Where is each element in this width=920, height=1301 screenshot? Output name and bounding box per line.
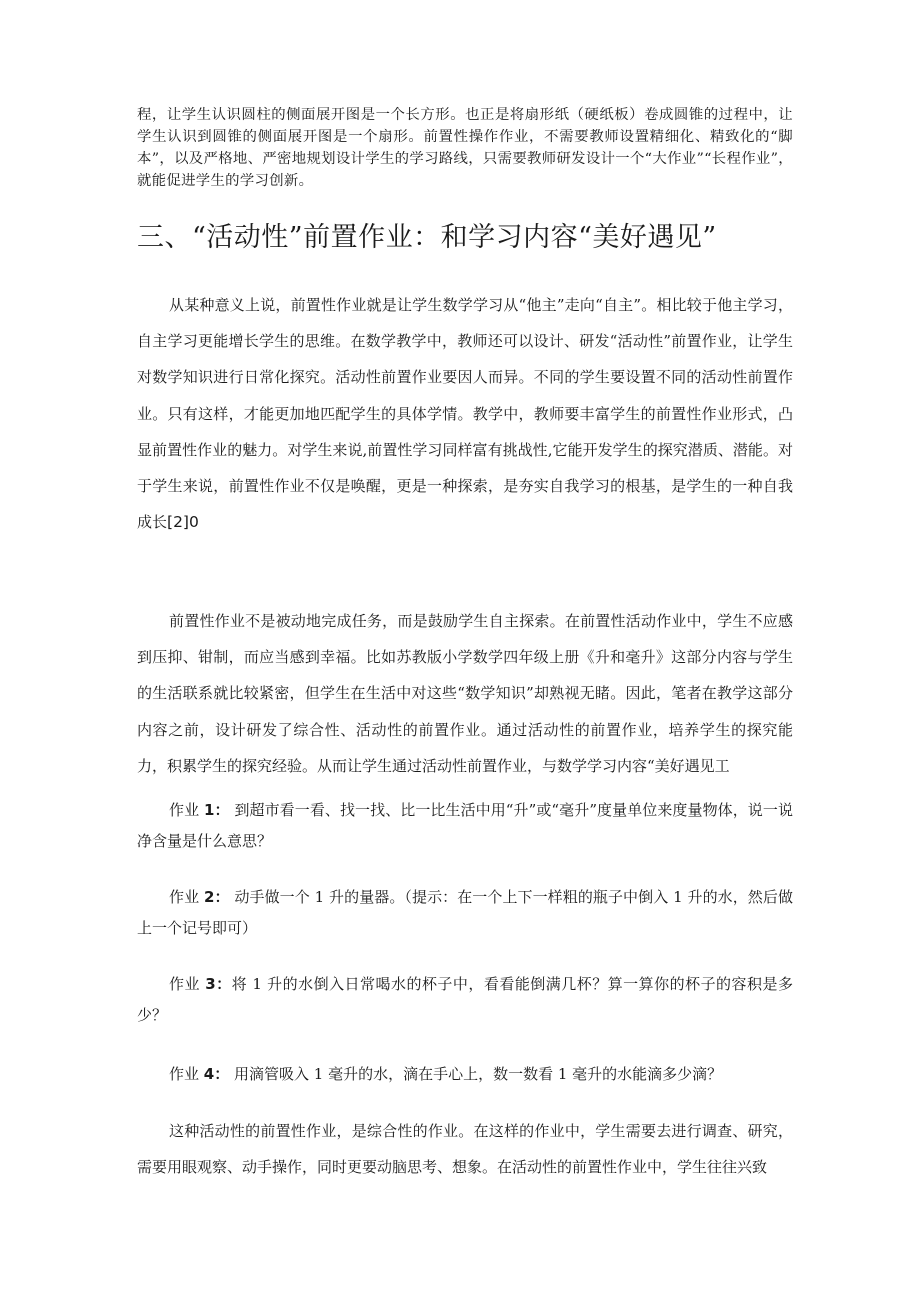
homework-label: 作业 — [169, 888, 200, 906]
homework-text: 到超市看一看、找一找、比一比生活中用“升”或“毫升”度量单位来度量物体，说一说净含量是什么意思？ — [137, 801, 793, 850]
homework-text: 将 1 升的水倒入日常喝水的杯子中，看看能倒满几杯？算一算你的杯子的容积是多少？ — [137, 975, 793, 1024]
homework-number: 3： — [205, 975, 232, 993]
citation-marker: [2]0 — [167, 513, 199, 532]
homework-label: 作业 — [169, 801, 200, 819]
homework-label: 作业 — [169, 975, 200, 993]
paragraph-1-text: 从某种意义上说，前置性作业就是让学生数学学习从“他主”走向“自主”。相比较于他主学习，自主学习更能增长学生的思维。在数学教学中，教师还可以设计、研发“活动性”前置作业，让学生对数学知识进行日常化探究。活动性前置作业要因人而异。不同的学生要设置不同的活动性前置作业。只有这样，才能更加地匹配学生的具体学情。教学中，教师要丰富学生的前置性作业形式，凸显前置性作业的魅力。对学生来说,前置性学习同样富有挑战性,它能开发学生的探究潜质、潜能。对于学生来说，前置性作业不仅是唤醒，更是一种探索，是夯实自我学习的根基，是学生的一种自我成长 — [137, 296, 793, 532]
homework-item-4 — [137, 1056, 793, 1092]
body-paragraph-3: 这种活动性的前置性作业，是综合性的作业。在这样的作业中，学生需要去进行调查、研究，需要用眼观察、动手操作，同时更要动脑思考、想象。在活动性的前置性作业中，学生往往兴致 — [137, 1122, 793, 1177]
homework-number: 4： — [203, 1065, 230, 1083]
section-heading: 三、“活动性”前置作业：和学习内容“美好遇见” — [137, 222, 717, 253]
homework-number: 1： — [204, 801, 230, 819]
intro-paragraph: 程，让学生认识圆柱的侧面展开图是一个长方形。也正是将扇形纸（硬纸板）卷成圆锥的过程中，让学生认识到圆锥的侧面展开图是一个扇形。前置性操作作业，不需要教师设置精细化、精致化的“脚本”，以及严格地、严密地规划设计学生的学习路线，只需要教师研发设计一个“大作业”“长程作业”，就能促进学生的学习创新。 — [137, 107, 793, 189]
body-paragraph-1 — [137, 287, 793, 540]
homework-label: 作业 — [169, 1065, 200, 1083]
homework-text: 动手做一个 1 升的量器。（提示：在一个上下一样粗的瓶子中倒入 1 升的水，然后做上一个记号即可） — [137, 888, 793, 937]
homework-item-1 — [137, 795, 793, 857]
homework-item-2 — [137, 882, 793, 944]
homework-number: 2： — [204, 888, 230, 906]
body-paragraph-2: 前置性作业不是被动地完成任务，而是鼓励学生自主探索。在前置性活动作业中，学生不应感到压抑、钳制，而应当感到幸福。比如苏教版小学数学四年级上册《升和毫升》这部分内容与学生的生活联系就比较紧密，但学生在生活中对这些“数学知识”却熟视无睹。因此，笔者在教学这部分内容之前，设计研发了综合性、活动性的前置作业。通过活动性的前置作业，培养学生的探究能力，积累学生的探究经验。从而让学生通过活动性前置作业，与数学学习内容“美好遇见工 — [137, 612, 793, 775]
homework-text: 用滴管吸入 1 毫升的水，滴在手心上，数一数看 1 毫升的水能滴多少滴？ — [234, 1065, 723, 1083]
homework-item-3 — [137, 969, 793, 1031]
